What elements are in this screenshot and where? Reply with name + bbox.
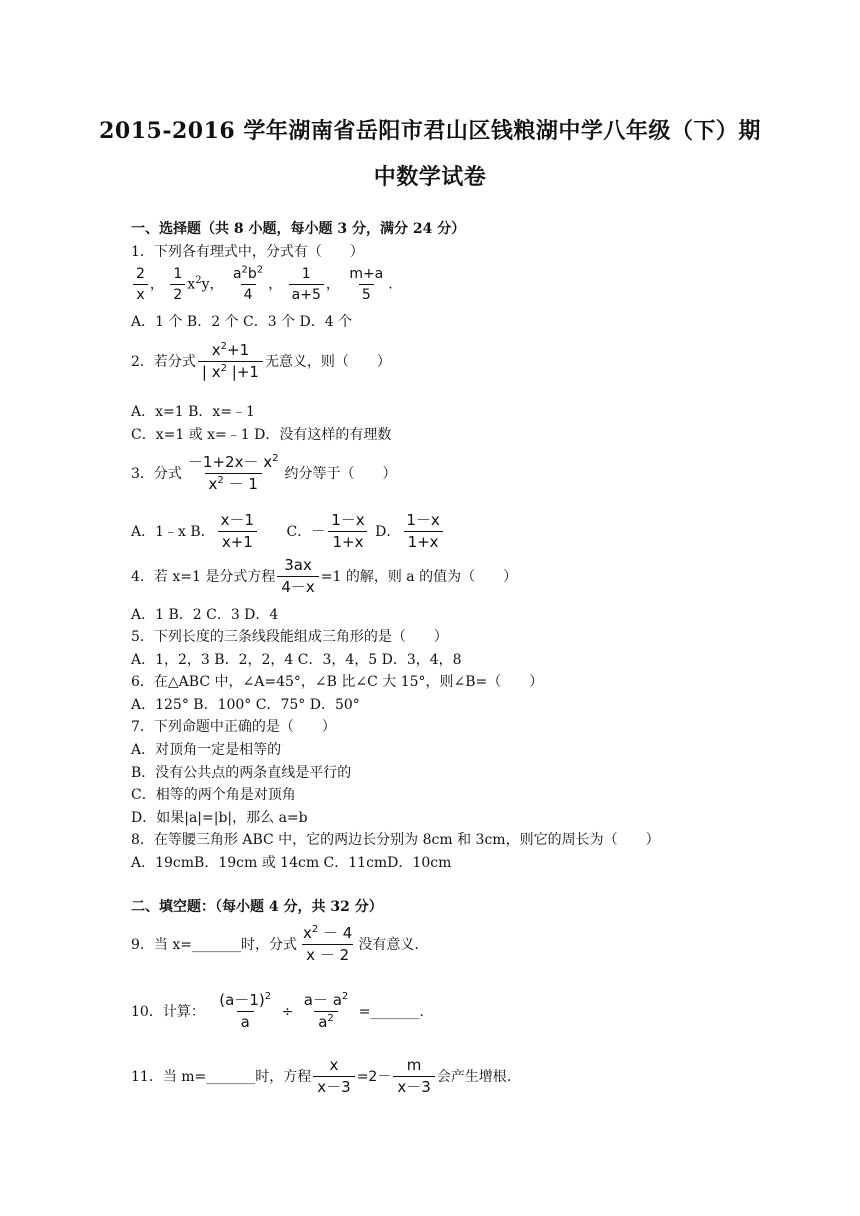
exam-title-line2: 中数学试卷 <box>373 164 487 190</box>
q2-options-2: C．x=1 或 x=﹣1 D．没有这样的有理数 <box>131 427 392 443</box>
q1-expressions: $\frac{2}{x}$ ， $\frac{1}{2}$ $x^2y$， $\frac{a^2b^2}{4}$ ， $\frac{1}{a+5}$ ， $\frac{m+a}{5}$ . <box>131 266 393 303</box>
q7-option-b: B．没有公共点的两条直线是平行的 <box>131 765 352 781</box>
q7-option-a: A．对顶角一定是相等的 <box>131 742 282 758</box>
q8-stem: 8．在等腰三角形 ABC 中，它的两边长分别为 8cm 和 3cm，则它的周长为（ ） <box>131 832 660 848</box>
q9-fraction: $\frac{x^2 - 4}{x - 2}$ <box>302 924 353 965</box>
q8-options: A．19cmB．19cm 或 14cm C．11cmD．10cm <box>131 855 452 871</box>
q5-options: A．1，2，3 B．2，2，4 C．3，4，5 D．3，4，8 <box>131 652 462 668</box>
q11-stem: 11．当 m=_______时，方程 $\frac{x}{x-3}$ =2－ $\frac{m}{x-3}$ 会产生增根. <box>131 1056 512 1097</box>
q6-options: A．125° B．100° C．75° D．50° <box>131 697 360 713</box>
q4-options: A．1 B．2 C．3 D．4 <box>131 607 279 623</box>
q1-fraction-4: $\frac{1}{a+5}$ <box>289 266 324 303</box>
q10-fraction-1: $\frac{(a-1)^2}{a}$ <box>219 991 272 1032</box>
q4-fraction: $\frac{3ax}{4-x}$ <box>277 557 318 597</box>
q1-fraction-2: $\frac{1}{2}$ <box>170 266 185 303</box>
q1-stem: 1．下列各有理式中，分式有（ ） <box>131 244 364 260</box>
q3-options: A．1﹣x B． $\frac{x-1}{x+1}$ C．－ $\frac{1-x}{1+x}$ D． $\frac{1-x}{1+x}$ <box>131 512 446 552</box>
q9-stem: 9．当 x=_______时，分式 $\frac{x^2 - 4}{x - 2}$ 没有意义. <box>131 924 419 965</box>
q2-options-1: A．x=1 B．x=﹣1 <box>131 404 255 420</box>
q1-fraction-1: $\frac{2}{x}$ <box>133 266 148 303</box>
q7-option-c: C．相等的两个角是对顶角 <box>131 787 296 803</box>
q2-fraction: $\frac{x^2+1}{| x^2 |+1}$ <box>198 342 263 382</box>
q3-option-b-fraction: $\frac{x-1}{x+1}$ <box>217 512 258 552</box>
exam-title-line1: 2015-2016 学年湖南省岳阳市君山区钱粮湖中学八年级（下）期 <box>99 118 761 144</box>
section2-heading: 二、填空题：（每小题 4 分，共 32 分） <box>131 899 383 915</box>
q11-fraction-2: $\frac{m}{x-3}$ <box>393 1057 434 1097</box>
q11-fraction-1: $\frac{x}{x-3}$ <box>313 1057 354 1097</box>
q7-option-d: D．如果|a|=|b|，那么 a=b <box>131 810 308 826</box>
q10-fraction-2: $\frac{a- a^2}{a^2}$ <box>303 991 349 1032</box>
q3-fraction: $\frac{-1+2x- x^2}{x^2 - 1}$ <box>187 453 279 494</box>
q4-stem: 4．若 x=1 是分式方程 $\frac{3ax}{4-x}$ =1 的解，则 a 的值为（ ） <box>131 556 518 597</box>
q3-option-d-fraction: $\frac{1-x}{1+x}$ <box>402 512 443 552</box>
q5-stem: 5．下列长度的三条线段能组成三角形的是（ ） <box>131 629 448 645</box>
q3-option-c-fraction: $\frac{1-x}{1+x}$ <box>327 512 368 552</box>
q2-stem: 2．若分式 $\frac{x^2+1}{| x^2 |+1}$ 无意义，则（ ） <box>131 341 391 382</box>
q7-stem: 7．下列命题中正确的是（ ） <box>131 719 336 735</box>
section1-heading: 一、选择题（共 8 小题，每小题 3 分，满分 24 分） <box>131 221 466 237</box>
q1-fraction-5: $\frac{m+a}{5}$ <box>349 266 384 304</box>
q6-stem: 6．在△ABC 中，∠A=45°，∠B 比∠C 大 15°，则∠B=（ ） <box>131 674 544 690</box>
q3-stem: 3．分式 $\frac{-1+2x- x^2}{x^2 - 1}$ 约分等于（ ） <box>131 453 397 494</box>
q10-stem: 10．计算： $\frac{(a-1)^2}{a}$ ÷ $\frac{a- a^2}{a^2}$ =_______. <box>131 991 424 1032</box>
q1-fraction-3: $\frac{a^2b^2}{4}$ <box>232 264 264 304</box>
q1-options: A．1 个 B．2 个 C．3 个 D．4 个 <box>131 314 353 330</box>
